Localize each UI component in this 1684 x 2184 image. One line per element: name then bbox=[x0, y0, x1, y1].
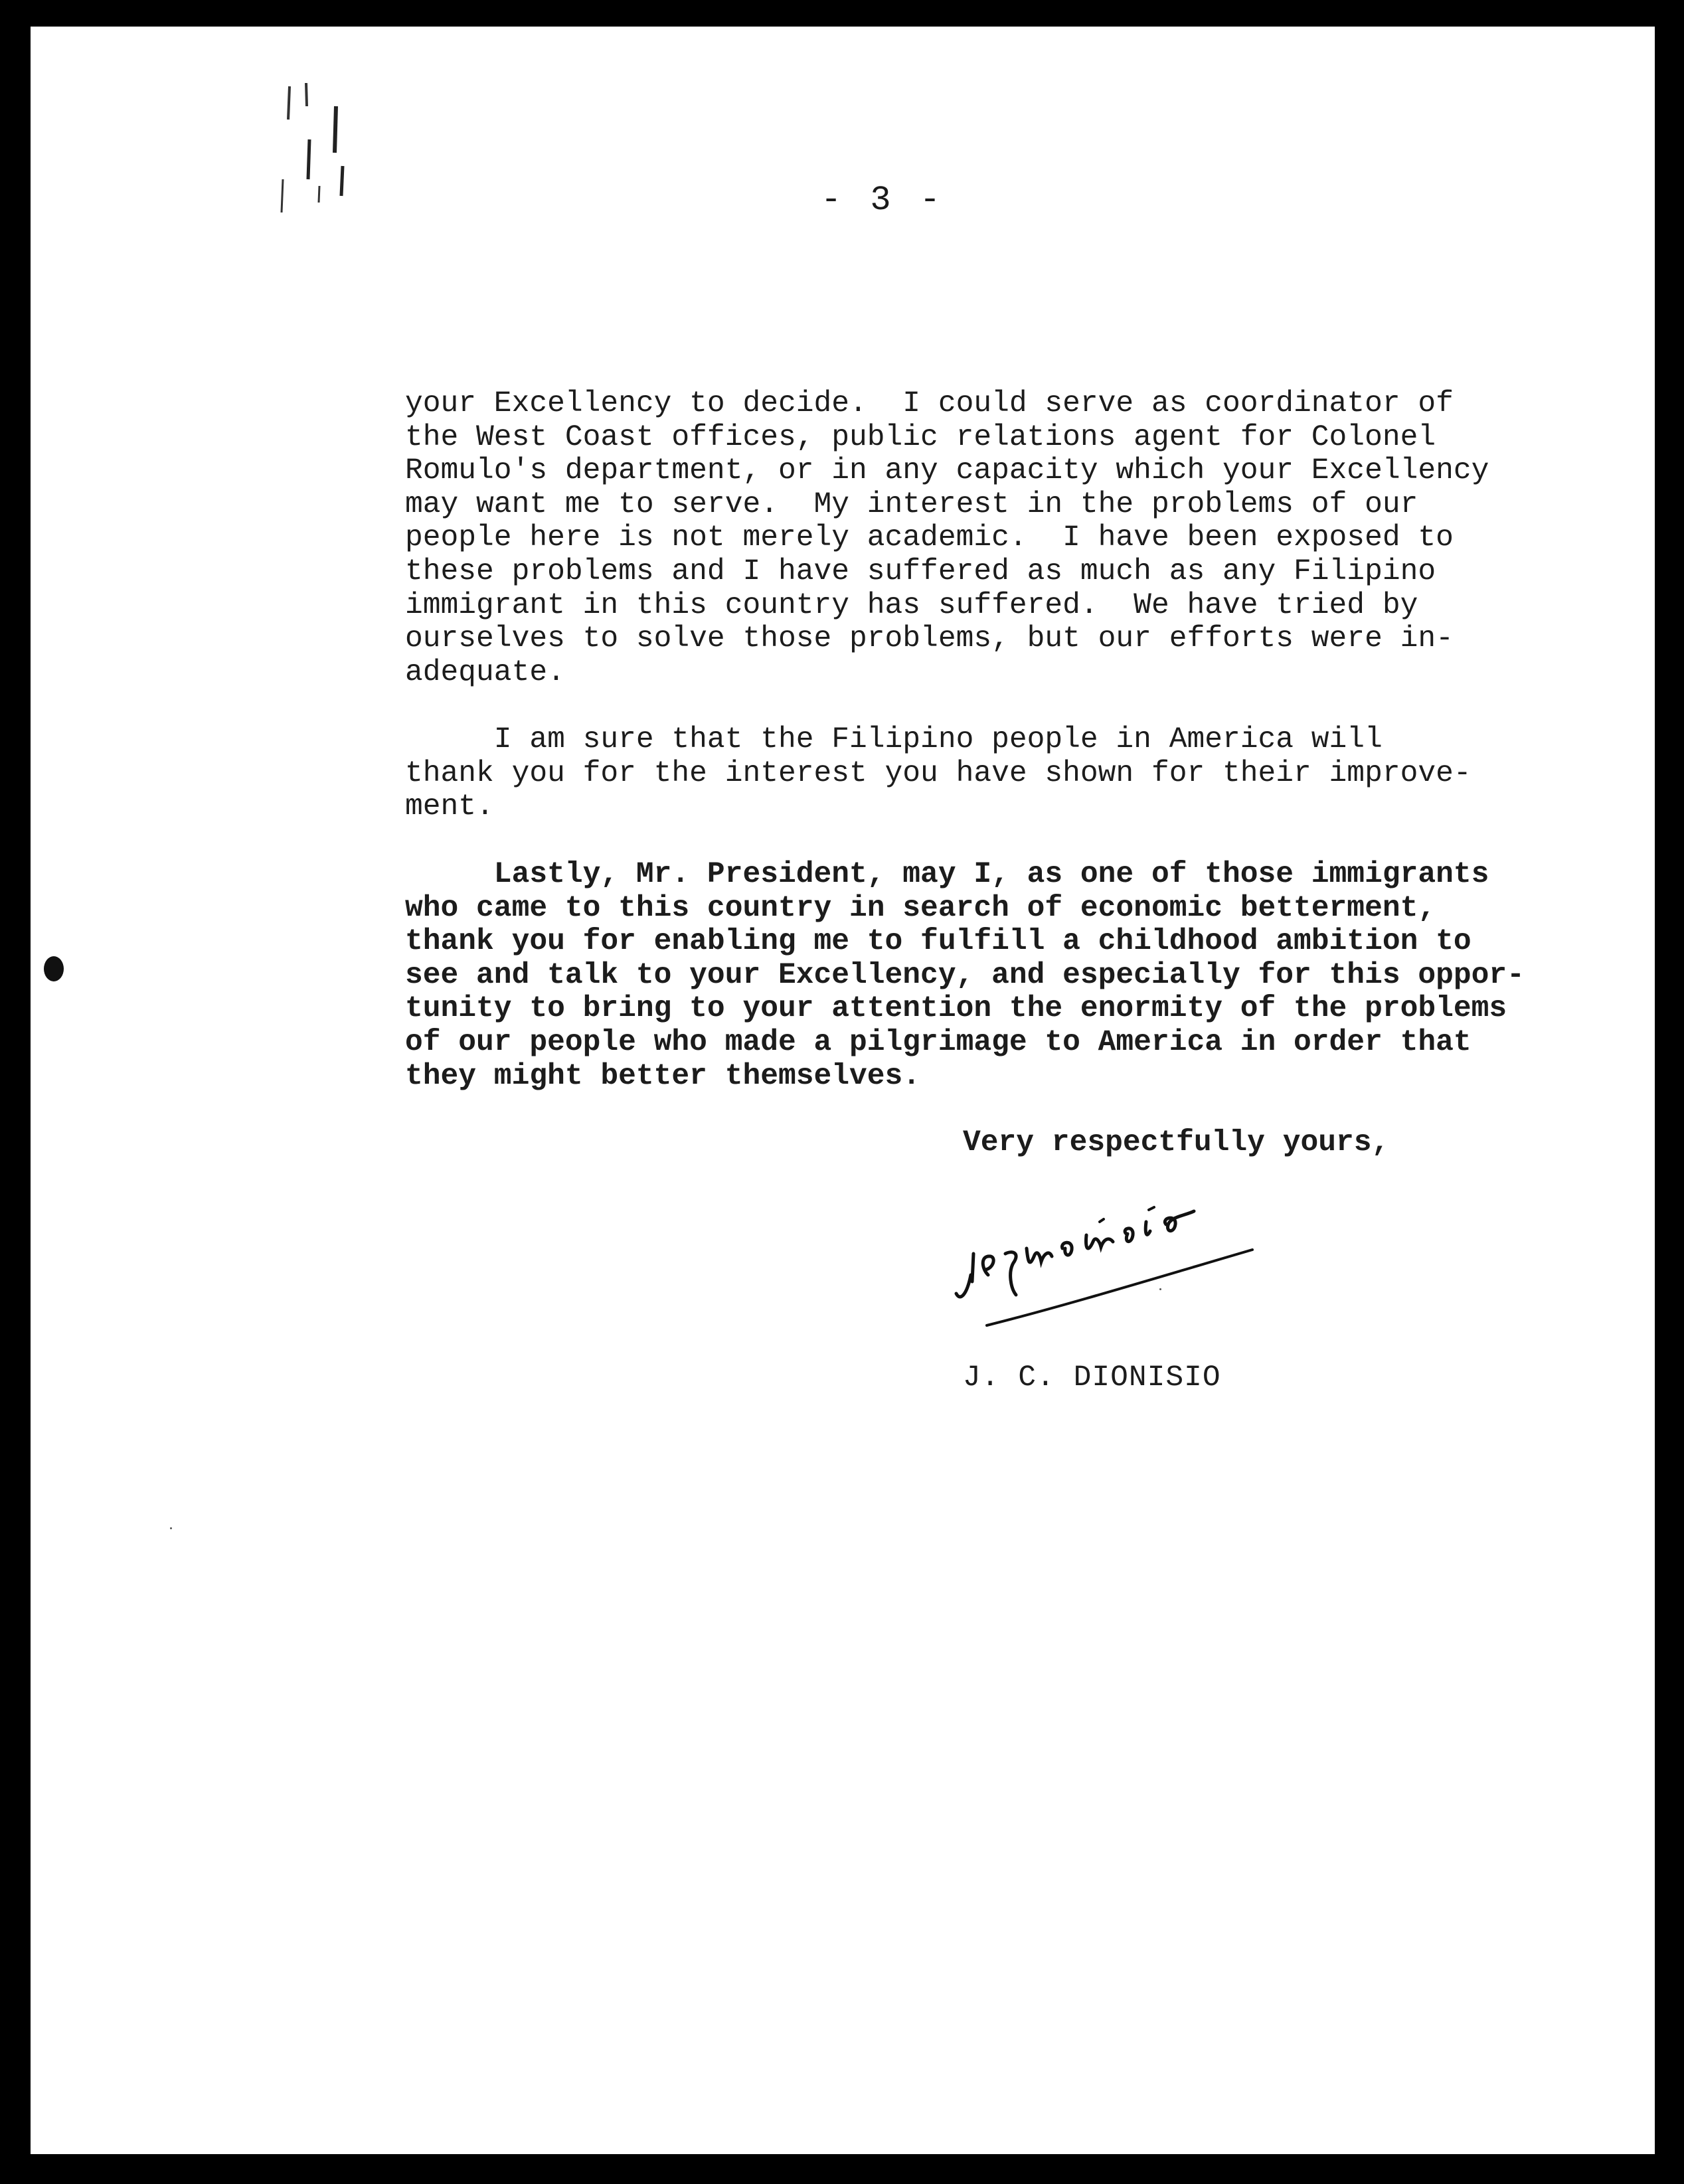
text-line: thank you for enabling me to fulfill a childhood ambition to bbox=[405, 925, 1472, 959]
handwritten-signature bbox=[947, 1175, 1266, 1328]
text-line: your Excellency to decide. I could serve as coordinator of bbox=[405, 387, 1454, 420]
page-number: - 3 - bbox=[821, 181, 945, 220]
text-line: people here is not merely academic. I have been exposed to bbox=[405, 521, 1454, 555]
text-line: of our people who made a pilgrimage to America in order that bbox=[405, 1025, 1472, 1059]
text-line: may want me to serve. My interest in the problems of our bbox=[405, 487, 1418, 521]
signer-name: J. C. DIONISIO bbox=[963, 1361, 1221, 1394]
letter-page bbox=[31, 27, 1655, 2154]
paper-speck bbox=[170, 1527, 172, 1529]
text-line: adequate. bbox=[405, 655, 565, 689]
text-line: I am sure that the Filipino people in America will bbox=[405, 723, 1383, 756]
margin-pencil-marks bbox=[270, 80, 356, 219]
body-paragraph-3 bbox=[405, 858, 1525, 1093]
body-paragraph-2 bbox=[405, 723, 1472, 824]
text-line: immigrant in this country has suffered. We have tried by bbox=[405, 588, 1418, 622]
complimentary-close: Very respectfully yours, bbox=[963, 1126, 1390, 1159]
text-line: ment. bbox=[405, 790, 494, 824]
text-line: tunity to bring to your attention the enormity of the problems bbox=[405, 992, 1507, 1026]
text-line: thank you for the interest you have shown for their improve- bbox=[405, 756, 1472, 790]
body-paragraph-1 bbox=[405, 387, 1489, 689]
punch-hole-mark bbox=[44, 956, 64, 981]
text-line: these problems and I have suffered as much as any Filipino bbox=[405, 554, 1436, 588]
paper-speck bbox=[1159, 1288, 1161, 1290]
text-line: see and talk to your Excellency, and especially for this oppor- bbox=[405, 958, 1525, 992]
text-line: who came to this country in search of economic betterment, bbox=[405, 891, 1436, 925]
text-line: ourselves to solve those problems, but our efforts were in- bbox=[405, 622, 1454, 656]
text-line: Romulo's department, or in any capacity which your Excellency bbox=[405, 454, 1489, 488]
text-line: the West Coast offices, public relations agent for Colonel bbox=[405, 420, 1436, 454]
text-line: they might better themselves. bbox=[405, 1059, 921, 1093]
text-line: Lastly, Mr. President, may I, as one of those immigrants bbox=[405, 858, 1489, 891]
